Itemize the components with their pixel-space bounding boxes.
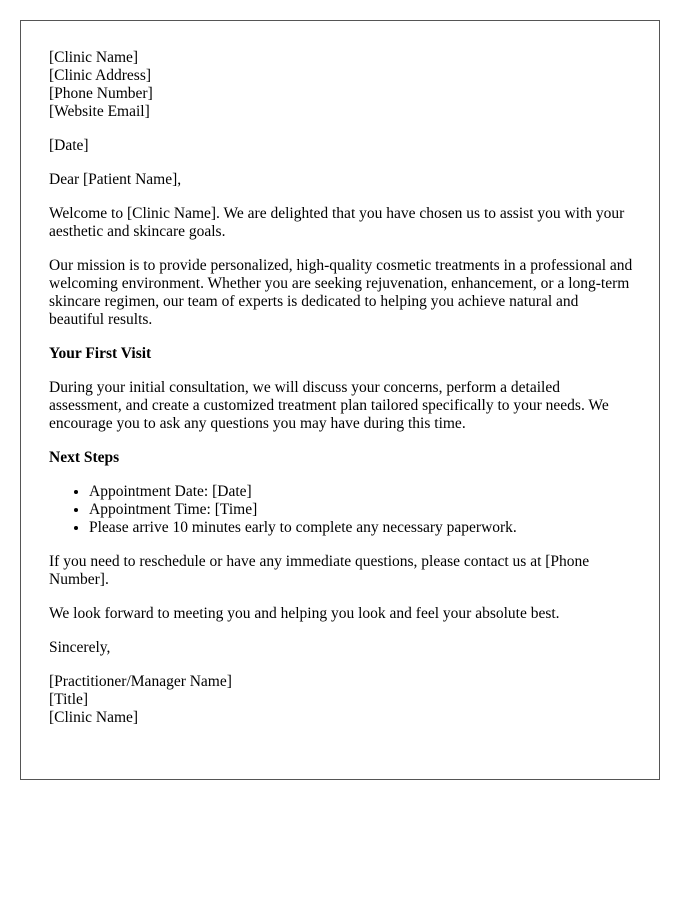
first-visit-paragraph: During your initial consultation, we will discuss your concerns, perform a detailed assessment, and create a customized treatment plan tailored specifically to your needs. We encourage you to ask any questions you may have during this time. — [49, 379, 609, 432]
signature-block — [49, 673, 635, 727]
list-item-appointment-time: • Appointment Time: [Time] — [89, 501, 635, 519]
clinic-header — [49, 49, 635, 121]
list-item-arrival-note: • Please arrive 10 minutes early to complete any necessary paperwork. — [89, 519, 635, 537]
signature-title: [Title] — [49, 691, 89, 708]
signature-clinic: [Clinic Name] — [49, 709, 139, 726]
contact-paragraph: If you need to reschedule or have any immediate questions, please contact us at [Phone Number]. — [49, 553, 590, 588]
clinic-phone: [Phone Number] — [49, 85, 153, 102]
next-steps-heading: Next Steps — [49, 449, 120, 466]
salutation: Dear [Patient Name], — [49, 171, 182, 188]
closing-paragraph: We look forward to meeting you and helping you look and feel your absolute best. — [49, 605, 560, 622]
next-steps-list — [49, 483, 635, 537]
signoff: Sincerely, — [49, 639, 111, 656]
clinic-website-email: [Website Email] — [49, 103, 150, 120]
letter-date: [Date] — [49, 137, 89, 154]
welcome-paragraph: Welcome to [Clinic Name]. We are delighted that you have chosen us to assist you with your aesthetic and skincare goals. — [49, 205, 625, 240]
clinic-name: [Clinic Name] — [49, 49, 139, 66]
first-visit-heading: Your First Visit — [49, 345, 152, 362]
clinic-address: [Clinic Address] — [49, 67, 152, 84]
letter-frame — [20, 20, 660, 780]
signature-name: [Practitioner/Manager Name] — [49, 673, 232, 690]
letter-content — [49, 49, 635, 727]
mission-paragraph: Our mission is to provide personalized, high-quality cosmetic treatments in a professional and welcoming environment. Whether you are seeking rejuvenation, enhancement, or a long-term skincare regimen, our team of experts is dedicated to helping you achieve natural and beautiful results. — [49, 257, 633, 328]
list-item-appointment-date: • Appointment Date: [Date] — [89, 483, 635, 501]
